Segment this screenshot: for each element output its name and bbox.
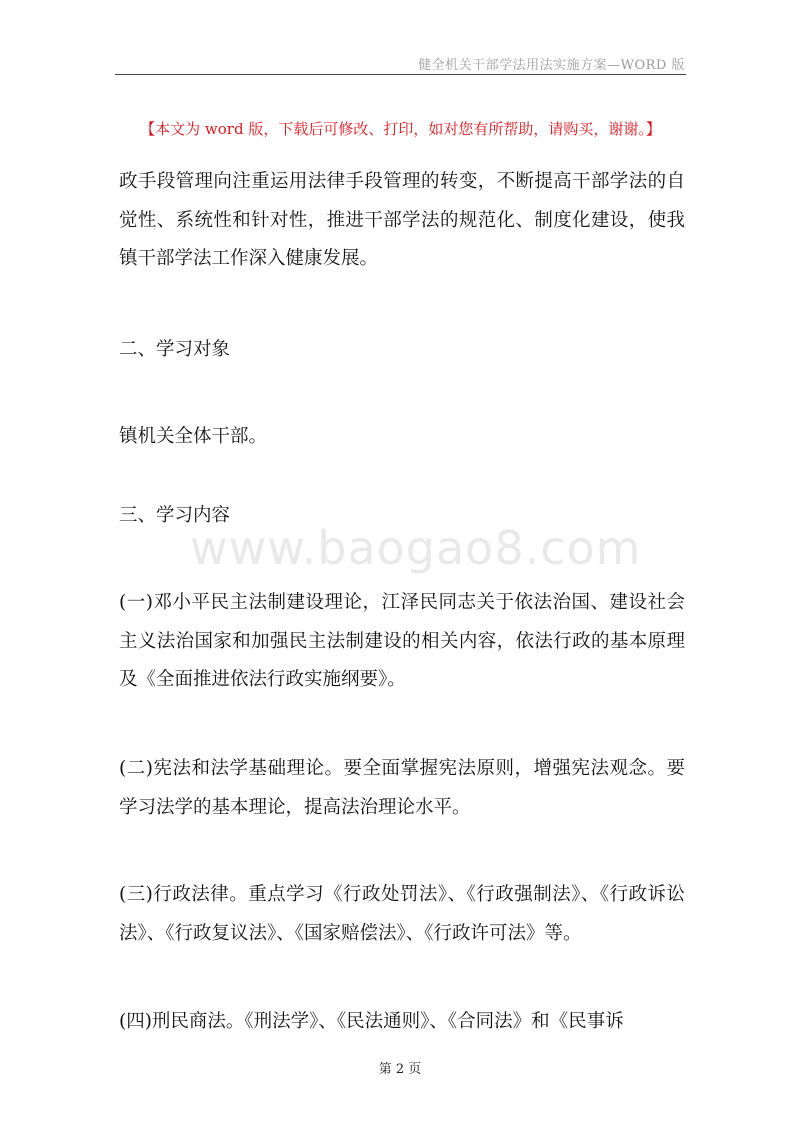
paragraph-content-item-2: (二)宪法和法学基础理论。要全面掌握宪法原则，增强宪法观念。要学习法学的基本理论，提高法治理论水平。 — [119, 758, 685, 818]
paragraph-content-item-1: (一)邓小平民主法制建设理论，江泽民同志关于依法治国、建设社会主义法治国家和加强民主法制建设的相关内容，依法行政的基本原理及《全面推进依法行政实施纲要》。 — [119, 592, 685, 690]
header-divider — [115, 74, 686, 75]
section-heading-study-targets: 二、学习对象 — [119, 339, 231, 360]
paragraph-study-targets: 镇机关全体干部。 — [119, 426, 268, 447]
watermark-text: www.baogao8.com — [190, 521, 642, 575]
paragraph-content-item-4: (四)刑民商法。《刑法学》、《民法通则》、《合同法》和《民事诉 — [119, 1011, 624, 1032]
download-notice: 【本文为 word 版，下载后可修改、打印，如对您有所帮助，请购买，谢谢。】 — [140, 120, 661, 138]
paragraph-content-item-3: (三)行政法律。重点学习《行政处罚法》、《行政强制法》、《行政诉讼法》、《行政复议法》、《国家赔偿法》、《行政许可法》等。 — [119, 884, 685, 944]
paragraph-intro-continued: 政手段管理向注重运用法律手段管理的转变，不断提高干部学法的自觉性、系统性和针对性，推进干部学法的规范化、制度化建设，使我镇干部学法工作深入健康发展。 — [119, 171, 685, 269]
page-header-title: 健全机关干部学法用法实施方案—WORD 版 — [418, 58, 685, 73]
section-heading-study-content: 三、学习内容 — [119, 505, 231, 526]
page-number: 第 2 页 — [378, 1062, 422, 1077]
